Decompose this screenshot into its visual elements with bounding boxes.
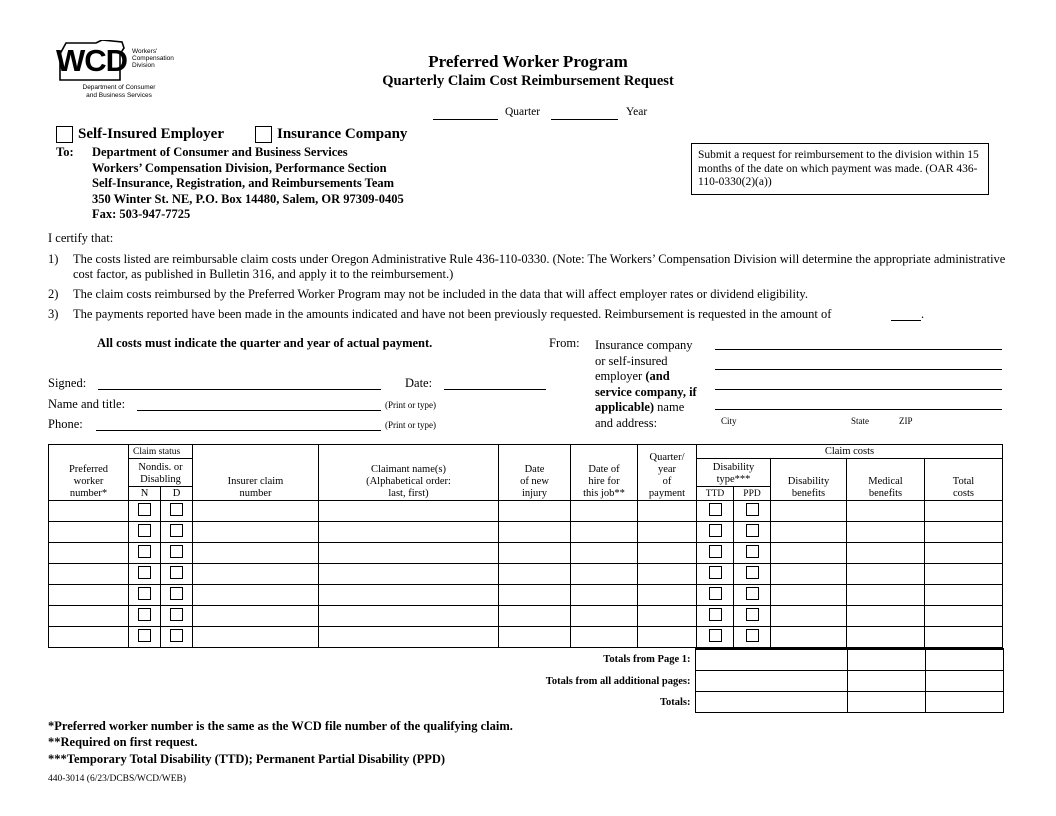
quarter-year-cell[interactable]	[638, 564, 697, 585]
ppd-checkbox[interactable]	[746, 629, 759, 642]
ppd-checkbox[interactable]	[746, 524, 759, 537]
nondis-n-checkbox[interactable]	[138, 545, 151, 558]
totals-page1-total[interactable]	[925, 649, 1003, 671]
date-hire-cell[interactable]	[571, 501, 638, 522]
nondis-n-checkbox[interactable]	[138, 608, 151, 621]
date-hire-cell[interactable]	[571, 522, 638, 543]
nondis-n-cell	[129, 543, 161, 564]
disabling-d-cell	[161, 501, 193, 522]
deadline-notice: Submit a request for reimbursement to the division within 15 months of the date on which payment was made. (OAR 436-110-0330(2)(a))	[691, 143, 989, 195]
from-label: From:	[549, 336, 580, 350]
signature-input[interactable]	[98, 389, 381, 390]
totals-additional-disability[interactable]	[695, 671, 847, 692]
date-injury-cell[interactable]	[499, 627, 571, 648]
nondis-n-checkbox[interactable]	[138, 629, 151, 642]
disabling-d-cell	[161, 543, 193, 564]
total-costs-cell[interactable]	[925, 606, 1003, 627]
header-claimant: Claimant name(s) (Alphabetical order: last, first)	[319, 445, 499, 501]
ppd-cell	[734, 543, 771, 564]
zip-label: ZIP	[899, 416, 913, 426]
logo-department-text: Department of Consumer and Business Services	[82, 84, 156, 99]
header-total-costs: Total costs	[925, 459, 1003, 501]
ppd-checkbox[interactable]	[746, 566, 759, 579]
disability-benefits-cell[interactable]	[771, 627, 847, 648]
quarter-label: Quarter	[505, 106, 541, 118]
header-preferred-worker: Preferred worker number*	[49, 445, 129, 501]
table-row	[49, 627, 1003, 648]
total-costs-cell[interactable]	[925, 501, 1003, 522]
certify-intro: I certify that:	[48, 231, 114, 245]
disability-benefits-cell[interactable]	[771, 564, 847, 585]
header-disability-type: Disability type***	[697, 459, 771, 487]
table-row	[49, 564, 1003, 585]
reimbursement-amount-input[interactable]	[891, 320, 921, 321]
medical-benefits-cell[interactable]	[847, 543, 925, 564]
from-line-1[interactable]	[715, 349, 1002, 350]
quarter-year-cell[interactable]	[638, 585, 697, 606]
header-ppd: PPD	[734, 487, 771, 501]
quarter-year-cell[interactable]	[638, 543, 697, 564]
total-costs-cell[interactable]	[925, 543, 1003, 564]
to-address: Department of Consumer and Business Services Workers’ Compensation Division, Performance Section Self-Insurance, Registration, and Reimbursements Team 350 Winter St. NE, P.O. Box 14480, Salem, OR 97309-0405 Fax: 503-947-7725	[92, 145, 404, 221]
totals-grand[interactable]	[925, 692, 1003, 713]
from-line-4[interactable]	[715, 409, 1002, 410]
preferred-worker-cell[interactable]	[49, 543, 129, 564]
ppd-checkbox[interactable]	[746, 608, 759, 621]
ttd-cell	[697, 564, 734, 585]
ttd-cell	[697, 606, 734, 627]
disabling-d-checkbox[interactable]	[170, 524, 183, 537]
date-hire-cell[interactable]	[571, 627, 638, 648]
medical-benefits-cell[interactable]	[847, 564, 925, 585]
signed-label: Signed:	[48, 376, 87, 390]
nondis-n-cell	[129, 522, 161, 543]
disability-benefits-cell[interactable]	[771, 585, 847, 606]
disability-benefits-cell[interactable]	[771, 501, 847, 522]
insurer-claim-cell[interactable]	[193, 627, 319, 648]
claims-table	[48, 444, 1003, 648]
to-label: To:	[56, 145, 74, 159]
medical-benefits-cell[interactable]	[847, 585, 925, 606]
nondis-n-checkbox[interactable]	[138, 587, 151, 600]
preferred-worker-cell[interactable]	[49, 564, 129, 585]
header-nondis-disabling: Nondis. or Disabling	[129, 459, 193, 487]
ttd-checkbox[interactable]	[709, 566, 722, 579]
claimant-name-cell[interactable]	[319, 606, 499, 627]
self-insured-label: Self-Insured Employer	[78, 126, 224, 142]
date-injury-cell[interactable]	[499, 501, 571, 522]
ppd-cell	[734, 501, 771, 522]
quarter-year-cell[interactable]	[638, 606, 697, 627]
footnote-2: **Required on first request.	[48, 735, 198, 749]
nondis-n-checkbox[interactable]	[138, 503, 151, 516]
date-injury-cell[interactable]	[499, 564, 571, 585]
ttd-checkbox[interactable]	[709, 608, 722, 621]
claimant-name-cell[interactable]	[319, 522, 499, 543]
nondis-n-cell	[129, 606, 161, 627]
medical-benefits-cell[interactable]	[847, 627, 925, 648]
ttd-checkbox[interactable]	[709, 503, 722, 516]
disabling-d-cell	[161, 564, 193, 585]
table-row	[49, 606, 1003, 627]
totals-additional-total[interactable]	[925, 671, 1003, 692]
totals-label: Totals:	[659, 696, 691, 708]
date-input[interactable]	[444, 389, 546, 390]
quarter-year-cell[interactable]	[638, 627, 697, 648]
footnote-3: ***Temporary Total Disability (TTD); Permanent Partial Disability (PPD)	[48, 752, 446, 766]
header-n: N	[129, 487, 161, 501]
disabling-d-checkbox[interactable]	[170, 503, 183, 516]
logo-division-text: Workers' Compensation Division	[132, 48, 174, 69]
total-costs-cell[interactable]	[925, 627, 1003, 648]
nondis-n-cell	[129, 501, 161, 522]
disabling-d-checkbox[interactable]	[170, 566, 183, 579]
insurer-claim-cell[interactable]	[193, 606, 319, 627]
phone-input[interactable]	[96, 430, 381, 431]
ttd-checkbox[interactable]	[709, 587, 722, 600]
date-label: Date:	[405, 376, 433, 390]
totals-page1-disability[interactable]	[695, 649, 847, 671]
nondis-n-cell	[129, 564, 161, 585]
ttd-cell	[697, 627, 734, 648]
quarter-year-cell[interactable]	[638, 522, 697, 543]
ttd-checkbox[interactable]	[709, 545, 722, 558]
header-insurer-claim: Insurer claim number	[193, 445, 319, 501]
disabling-d-cell	[161, 606, 193, 627]
disability-benefits-cell[interactable]	[771, 606, 847, 627]
totals-page1-medical[interactable]	[847, 649, 925, 671]
ppd-cell	[734, 522, 771, 543]
ppd-cell	[734, 606, 771, 627]
header-medical-benefits: Medical benefits	[847, 459, 925, 501]
ppd-checkbox[interactable]	[746, 503, 759, 516]
ttd-cell	[697, 501, 734, 522]
date-injury-cell[interactable]	[499, 543, 571, 564]
nondis-n-cell	[129, 627, 161, 648]
insurer-claim-cell[interactable]	[193, 522, 319, 543]
name-title-label: Name and title:	[48, 397, 126, 411]
insurer-claim-cell[interactable]	[193, 501, 319, 522]
quarter-input[interactable]	[433, 119, 498, 120]
form-title: Preferred Worker Program	[428, 52, 628, 71]
totals-disability[interactable]	[695, 692, 847, 713]
header-ttd: TTD	[697, 487, 734, 501]
table-row	[49, 543, 1003, 564]
phone-label: Phone:	[48, 417, 83, 431]
print-hint-name: (Print or type)	[385, 400, 436, 410]
insurance-company-label: Insurance Company	[277, 126, 408, 142]
total-costs-cell[interactable]	[925, 585, 1003, 606]
quarter-year-cell[interactable]	[638, 501, 697, 522]
table-row	[49, 501, 1003, 522]
totals-medical[interactable]	[847, 692, 925, 713]
claimant-name-cell[interactable]	[319, 501, 499, 522]
medical-benefits-cell[interactable]	[847, 501, 925, 522]
disability-benefits-cell[interactable]	[771, 543, 847, 564]
ppd-cell	[734, 585, 771, 606]
header-d: D	[161, 487, 193, 501]
nondis-n-cell	[129, 585, 161, 606]
header-claim-costs: Claim costs	[697, 445, 1003, 459]
self-insured-checkbox[interactable]	[56, 126, 73, 143]
disabling-d-cell	[161, 585, 193, 606]
insurer-claim-cell[interactable]	[193, 543, 319, 564]
totals-table	[48, 648, 1004, 713]
medical-benefits-cell[interactable]	[847, 606, 925, 627]
date-injury-cell[interactable]	[499, 585, 571, 606]
from-line-3[interactable]	[715, 389, 1002, 390]
header-date-hire: Date of hire for this job**	[571, 445, 638, 501]
preferred-worker-cell[interactable]	[49, 501, 129, 522]
ppd-cell	[734, 564, 771, 585]
insurance-company-checkbox[interactable]	[255, 126, 272, 143]
preferred-worker-cell[interactable]	[49, 522, 129, 543]
nondis-n-checkbox[interactable]	[138, 524, 151, 537]
insurer-claim-cell[interactable]	[193, 564, 319, 585]
year-label: Year	[626, 106, 648, 118]
table-row	[49, 522, 1003, 543]
date-hire-cell[interactable]	[571, 564, 638, 585]
ppd-checkbox[interactable]	[746, 587, 759, 600]
city-label: City	[721, 416, 737, 426]
disabling-d-checkbox[interactable]	[170, 629, 183, 642]
ppd-cell	[734, 627, 771, 648]
disabling-d-checkbox[interactable]	[170, 545, 183, 558]
date-hire-cell[interactable]	[571, 606, 638, 627]
claimant-name-cell[interactable]	[319, 543, 499, 564]
ppd-checkbox[interactable]	[746, 545, 759, 558]
header-quarter-year: Quarter/ year of payment	[638, 445, 697, 501]
form-id: 440-3014 (6/23/DCBS/WCD/WEB)	[48, 774, 187, 784]
disabling-d-cell	[161, 522, 193, 543]
medical-benefits-cell[interactable]	[847, 522, 925, 543]
all-costs-note: All costs must indicate the quarter and year of actual payment.	[97, 336, 433, 350]
ttd-cell	[697, 585, 734, 606]
year-input[interactable]	[551, 119, 618, 120]
totals-page1-label: Totals from Page 1:	[603, 654, 691, 666]
totals-additional-medical[interactable]	[847, 671, 925, 692]
header-claim-status: Claim status	[129, 445, 193, 459]
totals-additional-label: Totals from all additional pages:	[545, 675, 691, 687]
from-line-2[interactable]	[715, 369, 1002, 370]
claimant-name-cell[interactable]	[319, 564, 499, 585]
date-hire-cell[interactable]	[571, 543, 638, 564]
claimant-name-cell[interactable]	[319, 627, 499, 648]
print-hint-phone: (Print or type)	[385, 420, 436, 430]
disabling-d-cell	[161, 627, 193, 648]
claimant-name-cell[interactable]	[319, 585, 499, 606]
total-costs-cell[interactable]	[925, 564, 1003, 585]
preferred-worker-cell[interactable]	[49, 606, 129, 627]
logo-mark: WCD	[56, 43, 128, 78]
date-hire-cell[interactable]	[571, 585, 638, 606]
ttd-cell	[697, 522, 734, 543]
total-costs-cell[interactable]	[925, 522, 1003, 543]
date-injury-cell[interactable]	[499, 522, 571, 543]
from-description: Insurance company or self-insured employer (and service company, if applicable) name and address:	[595, 338, 697, 430]
disability-benefits-cell[interactable]	[771, 522, 847, 543]
header-date-injury: Date of new injury	[499, 445, 571, 501]
name-title-input[interactable]	[137, 410, 381, 411]
preferred-worker-cell[interactable]	[49, 585, 129, 606]
footnote-1: *Preferred worker number is the same as the WCD file number of the qualifying claim.	[48, 719, 513, 733]
state-label: State	[851, 416, 869, 426]
disabling-d-checkbox[interactable]	[170, 587, 183, 600]
form-subtitle: Quarterly Claim Cost Reimbursement Request	[382, 73, 674, 89]
header-disability-benefits: Disability benefits	[771, 459, 847, 501]
ttd-checkbox[interactable]	[709, 524, 722, 537]
ttd-checkbox[interactable]	[709, 629, 722, 642]
amount-period: .	[921, 307, 925, 321]
disabling-d-checkbox[interactable]	[170, 608, 183, 621]
date-injury-cell[interactable]	[499, 606, 571, 627]
nondis-n-checkbox[interactable]	[138, 566, 151, 579]
ttd-cell	[697, 543, 734, 564]
insurer-claim-cell[interactable]	[193, 585, 319, 606]
table-row	[49, 585, 1003, 606]
preferred-worker-cell[interactable]	[49, 627, 129, 648]
